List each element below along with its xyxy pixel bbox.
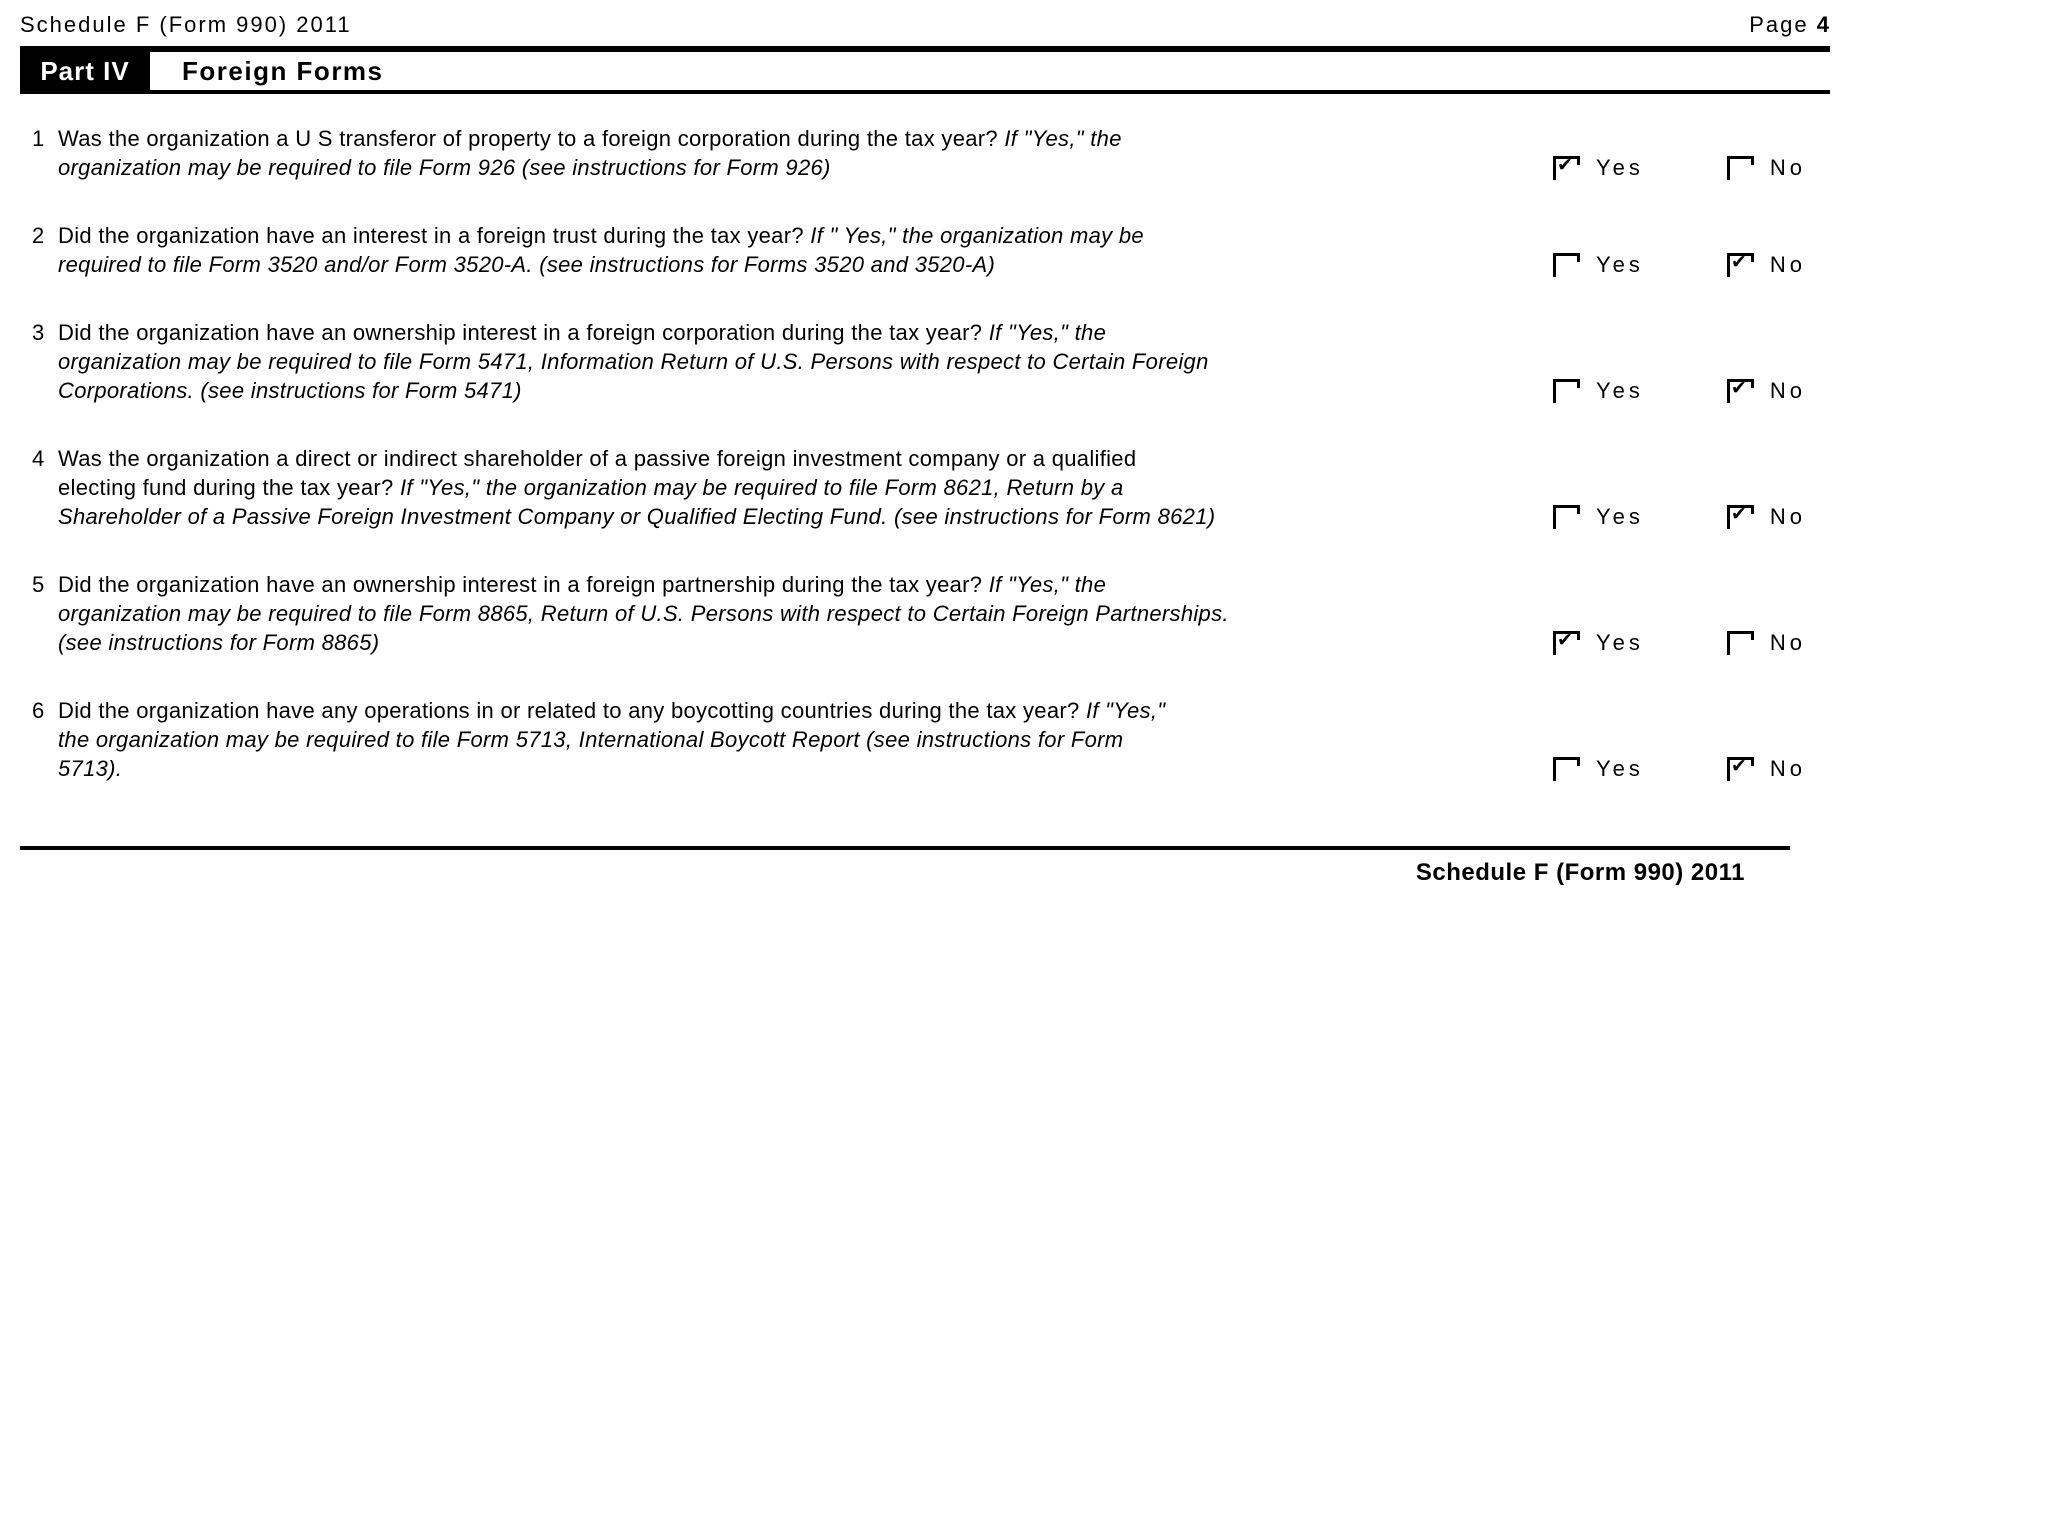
footer-form-title: Schedule F (Form 990) 2011 — [1415, 859, 1745, 886]
no-label: No — [1769, 154, 1807, 180]
yes-label: Yes — [1596, 154, 1644, 180]
yes-checkbox[interactable] — [1553, 505, 1580, 529]
answer-group — [1518, 250, 1810, 279]
yes-checkbox[interactable] — [1553, 253, 1580, 277]
no-checkbox[interactable] — [1727, 156, 1754, 180]
no-checkbox[interactable] — [1727, 250, 1754, 277]
yes-checkbox[interactable] — [1553, 757, 1580, 781]
question-text-line: Was the organization a U S transferor of property to a foreign corporation during the tax year? If "Yes," the — [58, 126, 1122, 151]
question-number: 6 — [32, 698, 45, 723]
yes-label: Yes — [1596, 629, 1644, 655]
page-number-value: 4 — [1816, 12, 1830, 37]
yes-label: Yes — [1596, 755, 1644, 781]
yes-label: Yes — [1596, 503, 1644, 529]
yes-checkbox[interactable] — [1553, 628, 1580, 655]
question-number: 1 — [32, 126, 45, 151]
answer-group — [1518, 153, 1810, 182]
checkmark-icon: ✔ — [1557, 628, 1573, 651]
checkmark-icon: ✔ — [1730, 250, 1747, 273]
checkmark-icon: ✔ — [1730, 754, 1747, 777]
question-text — [58, 318, 1518, 405]
no-label: No — [1769, 503, 1807, 529]
yes-checkbox[interactable] — [1553, 379, 1580, 403]
question-text-line: organization may be required to file Form 5471, Information Return of U.S. Persons with respect to Certain Foreign — [58, 349, 1209, 374]
question-text-line: organization may be required to file Form 8865, Return of U.S. Persons with respect to Certain Foreign Partnerships. — [58, 601, 1229, 626]
no-checkbox[interactable] — [1727, 631, 1754, 655]
page-header — [20, 0, 1830, 38]
question-number: 2 — [32, 223, 45, 248]
question-row — [20, 444, 1830, 531]
question-row — [20, 221, 1830, 279]
no-label: No — [1769, 755, 1807, 781]
question-text — [58, 696, 1518, 783]
question-text-line: the organization may be required to file Form 5713, International Boycott Report (see instructions for Form — [58, 727, 1124, 752]
question-number: 3 — [32, 320, 45, 345]
checkmark-icon: ✔ — [1730, 502, 1747, 525]
no-checkbox[interactable] — [1727, 502, 1754, 529]
question-text-line: (see instructions for Form 8865) — [58, 630, 380, 655]
answer-group — [1518, 502, 1810, 531]
question-row — [20, 124, 1830, 182]
checkmark-icon: ✔ — [1730, 376, 1747, 399]
question-text-line: Was the organization a direct or indirect shareholder of a passive foreign investment company or a qualified — [58, 446, 1137, 471]
question-text-line: Did the organization have an ownership interest in a foreign partnership during the tax year? If "Yes," the — [58, 572, 1107, 597]
no-checkbox[interactable] — [1727, 754, 1754, 781]
checkmark-icon: ✔ — [1557, 153, 1573, 176]
part-header-bar — [20, 52, 1830, 94]
question-text — [58, 124, 1518, 182]
no-label: No — [1769, 377, 1807, 403]
page-number — [1749, 12, 1830, 38]
no-checkbox[interactable] — [1727, 376, 1754, 403]
footer-rule — [20, 846, 1790, 850]
question-text-line: 5713). — [58, 756, 123, 781]
question-text-line: Corporations. (see instructions for Form 5471) — [58, 378, 522, 403]
question-text-line: required to file Form 3520 and/or Form 3520-A. (see instructions for Forms 3520 and 3520-A) — [58, 252, 996, 277]
form-title: Schedule F (Form 990) 2011 — [20, 12, 352, 37]
question-row — [20, 318, 1830, 405]
question-row — [20, 570, 1830, 657]
answer-group — [1518, 376, 1810, 405]
question-number: 5 — [32, 572, 45, 597]
question-row — [20, 696, 1830, 783]
no-label: No — [1769, 629, 1807, 655]
question-text-line: Did the organization have any operations in or related to any boycotting countries during the tax year? If "Yes," — [58, 698, 1166, 723]
question-text-line: Did the organization have an interest in a foreign trust during the tax year? If " Yes," the organization may be — [58, 223, 1144, 248]
part-label: Part IV — [20, 52, 150, 90]
questions — [20, 124, 1830, 783]
question-text-line: electing fund during the tax year? If "Yes," the organization may be required to file Form 8621, Return by a — [58, 475, 1124, 500]
question-text — [58, 221, 1518, 279]
question-number: 4 — [32, 446, 45, 471]
answer-group — [1518, 754, 1810, 783]
answer-group — [1518, 628, 1810, 657]
yes-checkbox[interactable] — [1553, 153, 1580, 180]
question-text-line: organization may be required to file Form 926 (see instructions for Form 926) — [58, 155, 831, 180]
question-text — [58, 570, 1518, 657]
question-text-line: Shareholder of a Passive Foreign Investment Company or Qualified Electing Fund. (see instructions for Form 8621) — [58, 504, 1216, 529]
no-label: No — [1769, 251, 1807, 277]
page-label: Page — [1749, 12, 1809, 37]
question-text-line: Did the organization have an ownership interest in a foreign corporation during the tax year? If "Yes," the — [58, 320, 1107, 345]
yes-label: Yes — [1596, 251, 1644, 277]
form-page — [20, 0, 1830, 887]
part-title: Foreign Forms — [182, 55, 384, 86]
question-text — [58, 444, 1518, 531]
yes-label: Yes — [1596, 377, 1644, 403]
